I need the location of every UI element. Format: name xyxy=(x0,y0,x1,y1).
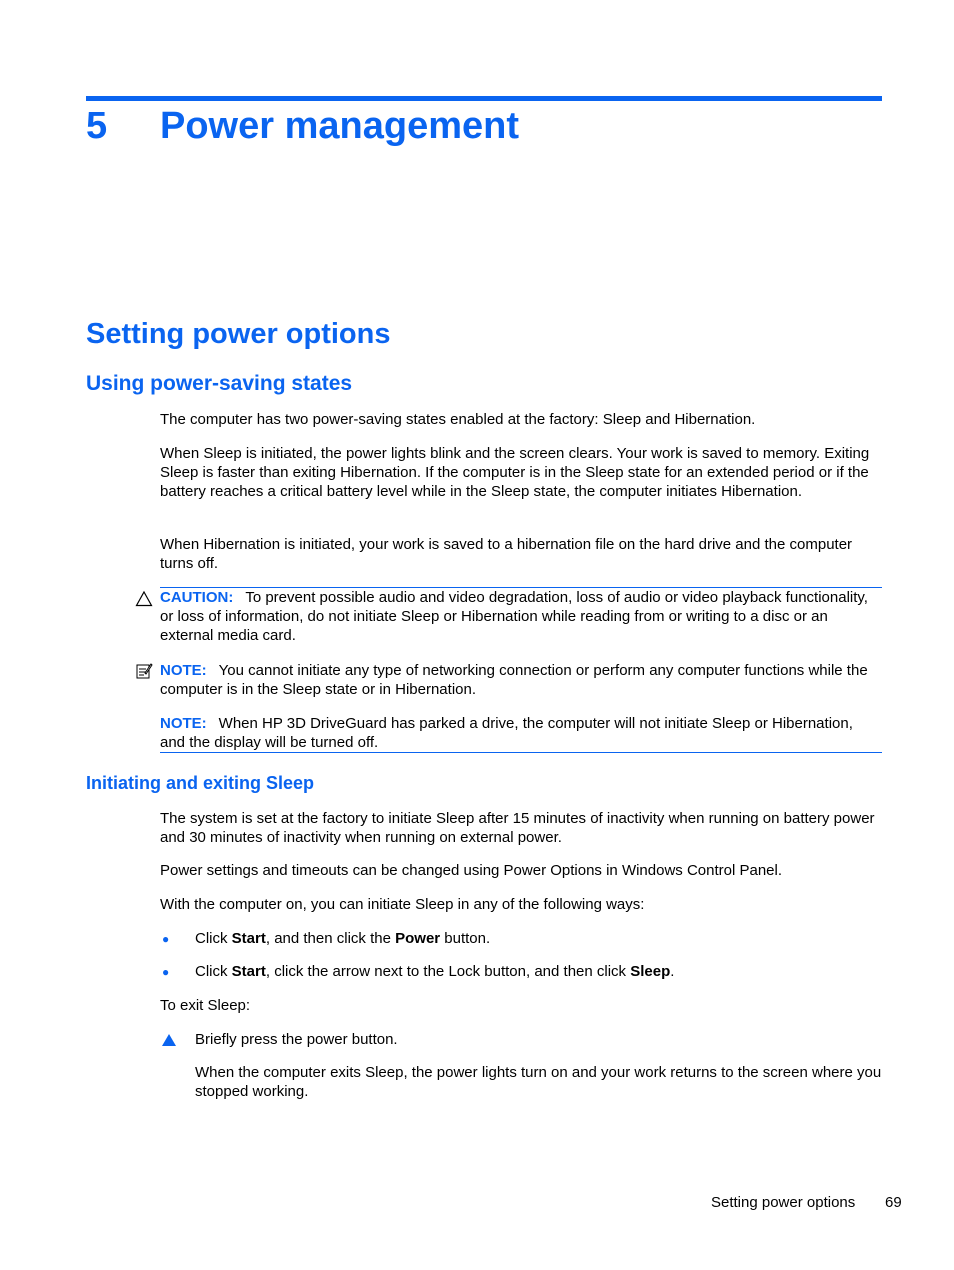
note-callout xyxy=(160,714,882,752)
list-text: Click xyxy=(195,930,232,947)
list-emphasis: Power xyxy=(395,930,441,947)
page-number: 69 xyxy=(885,1194,902,1211)
step-result: When the computer exits Sleep, the power lights turn on and your work returns to the screen where you stopped working. xyxy=(195,1064,882,1100)
list-emphasis: Start xyxy=(231,963,266,980)
subsection-title: Using power-saving states xyxy=(86,372,353,395)
note-callout xyxy=(160,661,882,699)
callout-rule-bottom xyxy=(160,752,882,753)
chapter-number: 5 xyxy=(86,105,108,147)
list-item xyxy=(195,962,882,981)
footer-section-title: Setting power options xyxy=(711,1194,856,1211)
paragraph: Power settings and timeouts can be changed using Power Options in Windows Control Panel. xyxy=(160,862,783,879)
caution-triangle-icon xyxy=(135,590,153,608)
section-title: Setting power options xyxy=(86,318,391,350)
note-pad-icon xyxy=(135,662,153,680)
bullet-dot-icon: ● xyxy=(162,932,170,946)
note-text: When HP 3D DriveGuard has parked a drive, the computer will not initiate Sleep or Hibernation, and the display will be turned off. xyxy=(160,715,853,751)
bullet-dot-icon: ● xyxy=(162,965,170,979)
list-item xyxy=(195,929,882,948)
list-text: , and then click the xyxy=(265,930,396,947)
paragraph: The computer has two power-saving states enabled at the factory: Sleep and Hibernation. xyxy=(160,411,756,428)
list-text: , click the arrow next to the Lock button, and then click xyxy=(265,963,631,980)
subsection-title: Initiating and exiting Sleep xyxy=(86,773,315,793)
paragraph: To exit Sleep: xyxy=(160,997,251,1014)
list-text: button. xyxy=(440,930,491,947)
chapter-heading xyxy=(86,101,519,151)
list-emphasis: Sleep xyxy=(630,963,671,980)
note-label: NOTE: xyxy=(160,662,207,679)
paragraph: With the computer on, you can initiate Sleep in any of the following ways: xyxy=(160,896,645,913)
note-text: You cannot initiate any type of networking connection or perform any computer functions while the computer is in the Sleep state or in Hibernation. xyxy=(160,662,868,698)
step-triangle-icon xyxy=(161,1033,177,1052)
list-text: Click xyxy=(195,963,232,980)
list-emphasis: Start xyxy=(231,930,266,947)
note-label: NOTE: xyxy=(160,715,207,732)
step-text: Briefly press the power button. xyxy=(195,1031,398,1048)
caution-label: CAUTION: xyxy=(160,589,234,606)
paragraph: When Hibernation is initiated, your work is saved to a hibernation file on the hard drive and the computer turns off. xyxy=(160,536,853,572)
paragraph: The system is set at the factory to initiate Sleep after 15 minutes of inactivity when running on battery power and 30 minutes of inactivity when running on external power. xyxy=(160,810,875,846)
caution-text: To prevent possible audio and video degradation, loss of audio or video playback functionality, or loss of information, do not initiate Sleep or Hibernation while reading from or writing to a disc or an external media card. xyxy=(160,589,868,644)
chapter-title: Power management xyxy=(160,105,519,147)
caution-callout xyxy=(160,588,882,645)
list-text: . xyxy=(670,963,675,980)
paragraph: When Sleep is initiated, the power lights blink and the screen clears. Your work is saved to memory. Exiting Sleep is faster than exiting Hibernation. If the computer is in the Sleep state for an extended period or if the battery reaches a critical battery level while in the Sleep state, the computer initiates Hibernation. xyxy=(160,445,870,500)
